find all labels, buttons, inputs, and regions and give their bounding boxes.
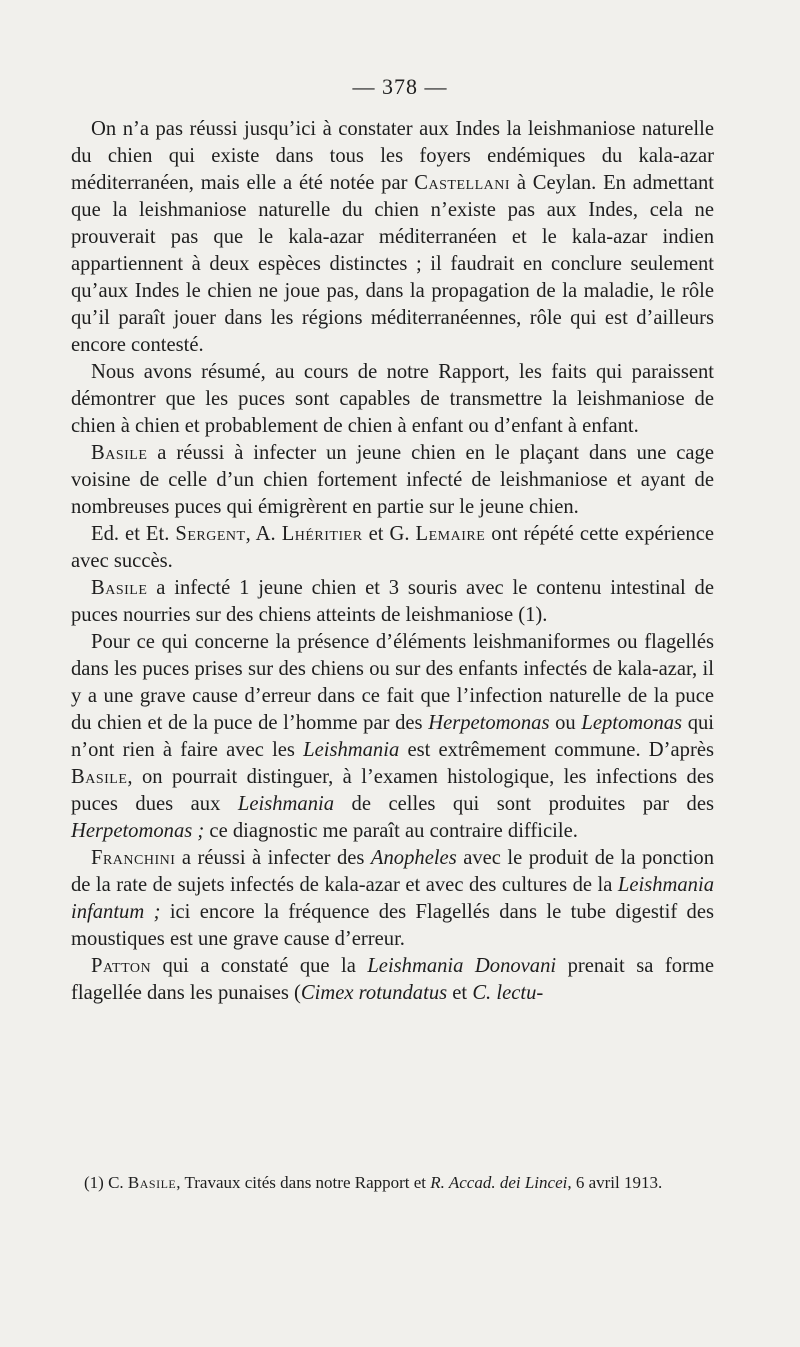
author-name: Basile xyxy=(91,577,148,599)
text-run: avec le produit de la ponction de la rate de sujets infectés de kala-azar et avec des cultures de la xyxy=(71,847,715,896)
text-run: (1) C. xyxy=(84,1173,128,1192)
paragraph xyxy=(71,440,714,521)
paragraph xyxy=(71,629,714,845)
text-run: Pour ce qui concerne la présence d’éléments leishmaniformes ou flagellés dans les puces prises sur des chiens ou sur des enfants infectés de kala-azar, il y a une grave cause d’erreur dans ce fait que l’infection naturelle de la puce du chien et de la puce de l’homme par des xyxy=(71,631,714,734)
text-run: a infecté 1 jeune chien et 3 souris avec le contenu intestinal de puces nourries sur des chiens atteints de leishmaniose (1). xyxy=(71,577,714,626)
taxon-name: Leishmania infantum ; xyxy=(71,874,714,923)
text-run: ont répété cette expérience avec succès. xyxy=(71,523,714,572)
taxon-name: Herpetomonas ; xyxy=(71,820,205,842)
text-run: , Travaux cités dans notre Rapport et xyxy=(176,1173,431,1192)
taxon-name: Leptomonas xyxy=(581,712,683,734)
text-run: a réussi à infecter un jeune chien en le plaçant dans une cage voisine de celle d’un chien fortement infecté de leishmaniose et ayant de nombreuses puces qui émigrèrent en partie sur le jeune chien. xyxy=(71,442,714,518)
text-run: ici encore la fréquence des Flagellés dans le tube digestif des moustiques est une grave cause d’erreur. xyxy=(71,901,714,950)
paragraph xyxy=(71,953,714,1007)
text-run: On n’a pas réussi jusqu’ici à constater aux Indes la leishmaniose naturelle du chien qui existe dans tous les foyers endémiques du kala-azar méditerranéen, mais elle a été notée par xyxy=(71,118,714,194)
author-name: Franchini xyxy=(91,847,176,869)
text-run: Ed. et Et. xyxy=(91,523,176,545)
taxon-name: Herpetomonas xyxy=(428,712,550,734)
taxon-name: Anopheles xyxy=(370,847,457,869)
paragraph xyxy=(71,845,714,953)
text-run: prenait sa forme flagellée dans les punaises ( xyxy=(71,955,715,1004)
author-name: Sergent xyxy=(175,523,246,545)
text-run: ou xyxy=(549,712,582,734)
author-name: Lhéritier xyxy=(281,523,363,545)
text-run: qui n’ont rien à faire avec les xyxy=(71,712,715,761)
author-name: Basile xyxy=(127,1173,177,1192)
text-run: , 6 avril 1913. xyxy=(567,1173,663,1192)
text-run: , on pourrait distinguer, à l’examen histologique, les infections des puces dues aux xyxy=(71,766,714,815)
author-name: Castellani xyxy=(414,172,511,194)
text-run: de celles qui sont produites par des xyxy=(334,793,714,815)
journal-name: R. Accad. dei Lincei xyxy=(430,1173,568,1192)
text-run: est extrêmement commune. D’après xyxy=(399,739,714,761)
text-run: ce diagnostic me paraît au contraire difficile. xyxy=(204,820,578,842)
taxon-name: Leishmania xyxy=(237,793,335,815)
page-number: — 378 — xyxy=(352,74,448,99)
author-name: Patton xyxy=(91,955,152,977)
author-name: Lemaire xyxy=(415,523,486,545)
author-name: Basile xyxy=(91,442,148,464)
text-run: Nous avons résumé, au cours de notre Rapport, les faits qui paraissent démontrer que les puces sont capables de transmettre la leishmaniose de chien à chien et probablement de chien à enfant ou d’enfant à enfant. xyxy=(71,361,714,437)
author-name: Basile xyxy=(71,766,128,788)
text-run: et G. xyxy=(362,523,416,545)
paragraph xyxy=(71,359,714,440)
text-run: qui a constaté que la xyxy=(151,955,368,977)
body-text xyxy=(71,116,714,1007)
taxon-name: C. lectu- xyxy=(472,982,544,1004)
paragraph xyxy=(71,116,714,359)
paragraph xyxy=(71,575,714,629)
text-run: a réussi à infecter des xyxy=(175,847,371,869)
taxon-name: Leishmania xyxy=(303,739,400,761)
footnote-text xyxy=(71,1172,714,1194)
text-run: à Ceylan. En admettant que la leishmaniose naturelle du chien n’existe pas aux Indes, cela ne prouverait pas que le kala-azar méditerranéen et le kala-azar indien appartiennent à deux espèces distinctes ; il faudrait en conclure seulement qu’aux Indes le chien ne joue pas, dans la propagation de la maladie, le rôle qu’il paraît jouer dans les régions méditerranéennes, rôle qui est d’ailleurs encore contesté. xyxy=(71,172,714,356)
text-run: , A. xyxy=(245,523,282,545)
text-run: et xyxy=(447,982,473,1004)
footnote xyxy=(71,1172,714,1194)
taxon-name: Cimex rotundatus xyxy=(300,982,448,1004)
taxon-name: Leishmania Donovani xyxy=(367,955,557,977)
paragraph xyxy=(71,521,714,575)
